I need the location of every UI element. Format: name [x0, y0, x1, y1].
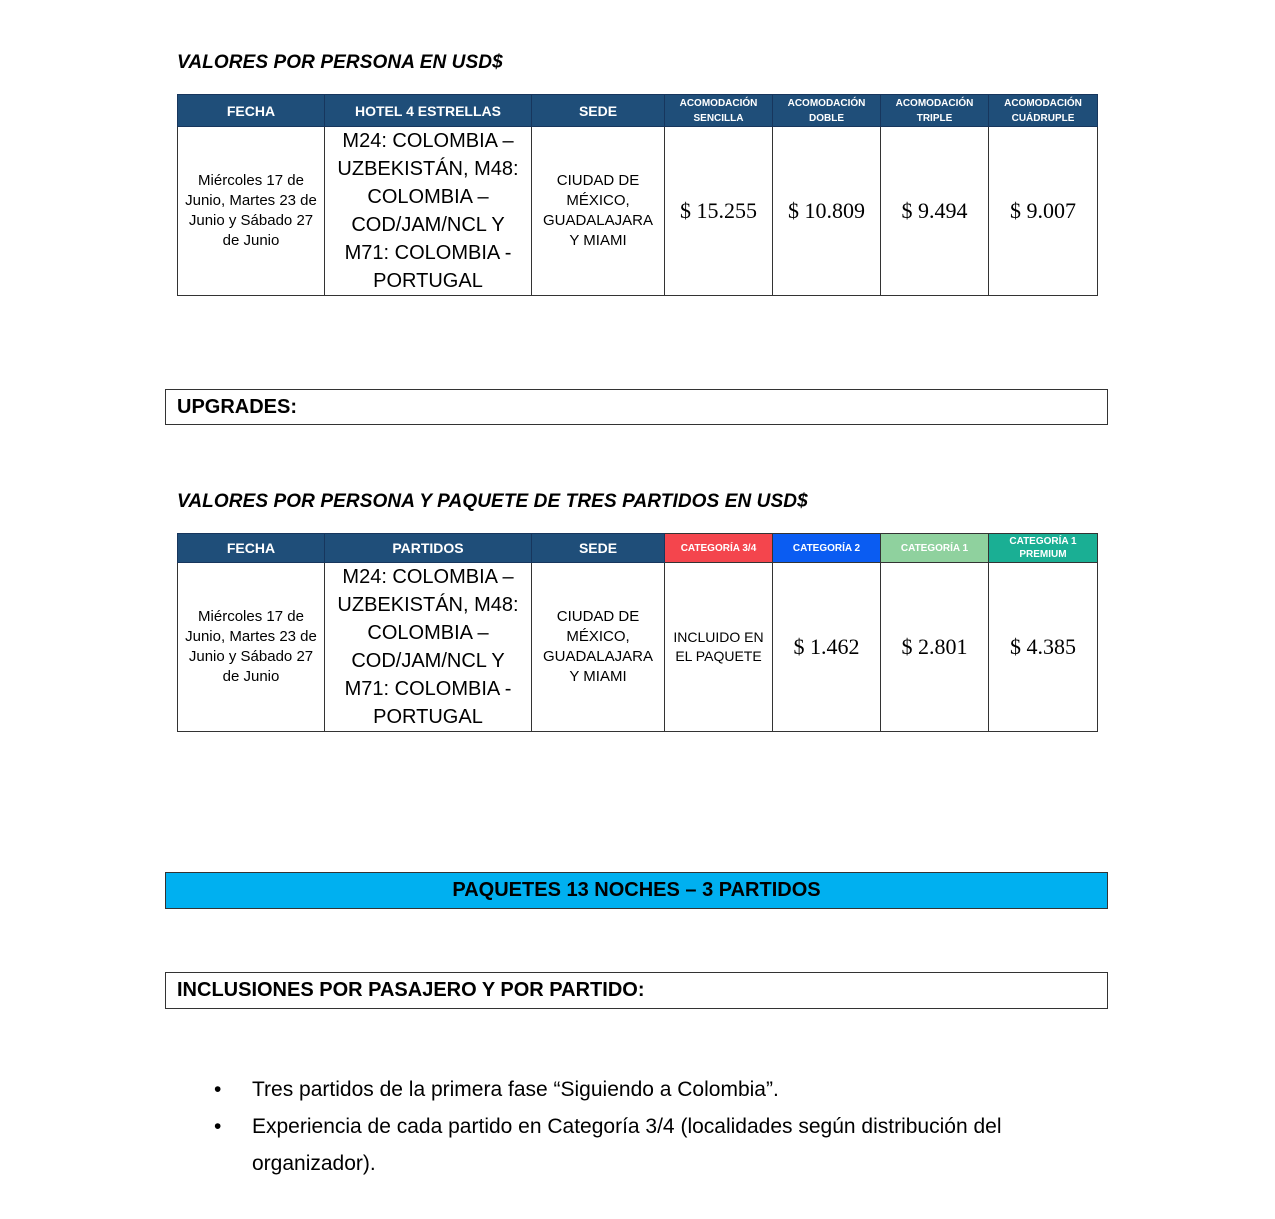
- header-triple: ACOMODACIÓN TRIPLE: [881, 95, 989, 127]
- table-row: [178, 563, 1098, 732]
- cell-sede: CIUDAD DE MÉXICO, GUADALAJARA Y MIAMI: [532, 563, 665, 732]
- section1-title: VALORES POR PERSONA EN USD$: [177, 52, 503, 73]
- inclusiones-label: INCLUSIONES POR PASAJERO Y POR PARTIDO:: [177, 979, 645, 1001]
- header-sencilla: ACOMODACIÓN SENCILLA: [665, 95, 773, 127]
- price-categoria-1: $ 2.801: [881, 563, 989, 732]
- list-item: [210, 1071, 1110, 1108]
- header-hotel: HOTEL 4 ESTRELLAS: [325, 95, 532, 127]
- packages-banner-title: PAQUETES 13 NOCHES – 3 PARTIDOS: [452, 879, 821, 901]
- list-item-text: Tres partidos de la primera fase “Siguiendo a Colombia”.: [252, 1078, 779, 1101]
- price-doble: $ 10.809: [773, 127, 881, 296]
- cell-partidos: M24: COLOMBIA – UZBEKISTÁN, M48: COLOMBIA – COD/JAM/NCL Y M71: COLOMBIA - PORTUGAL: [325, 563, 532, 732]
- cell-sede: CIUDAD DE MÉXICO, GUADALAJARA Y MIAMI: [532, 127, 665, 296]
- price-categoria-1-premium: $ 4.385: [989, 563, 1098, 732]
- header-cuadruple: ACOMODACIÓN CUÁDRUPLE: [989, 95, 1098, 127]
- header-categoria-1-premium: CATEGORÍA 1 PREMIUM: [989, 534, 1098, 563]
- table-header-row: [178, 534, 1098, 563]
- header-fecha: FECHA: [178, 534, 325, 563]
- list-item: [210, 1108, 1110, 1182]
- header-sede: SEDE: [532, 534, 665, 563]
- header-sede: SEDE: [532, 95, 665, 127]
- header-categoria-3-4: CATEGORÍA 3/4: [665, 534, 773, 563]
- price-table-categories: [177, 533, 1098, 732]
- table-header-row: [178, 95, 1098, 127]
- list-item-text: Experiencia de cada partido en Categoría 3/4 (localidades según distribución del organizador).: [252, 1115, 1002, 1175]
- bullet-icon: •: [214, 1115, 222, 1138]
- table-row: [178, 127, 1098, 296]
- price-categoria-2: $ 1.462: [773, 563, 881, 732]
- price-cuadruple: $ 9.007: [989, 127, 1098, 296]
- price-sencilla: $ 15.255: [665, 127, 773, 296]
- price-table-accommodation: [177, 94, 1098, 296]
- inclusiones-list: [210, 1071, 1110, 1182]
- header-fecha: FECHA: [178, 95, 325, 127]
- upgrades-box: [165, 389, 1108, 425]
- section2-title: VALORES POR PERSONA Y PAQUETE DE TRES PARTIDOS EN USD$: [177, 491, 808, 512]
- packages-banner: [165, 872, 1108, 909]
- inclusiones-box: [165, 972, 1108, 1009]
- header-doble: ACOMODACIÓN DOBLE: [773, 95, 881, 127]
- cell-incluido: INCLUIDO EN EL PAQUETE: [665, 563, 773, 732]
- cell-fecha: Miércoles 17 de Junio, Martes 23 de Junio y Sábado 27 de Junio: [178, 563, 325, 732]
- price-triple: $ 9.494: [881, 127, 989, 296]
- header-partidos: PARTIDOS: [325, 534, 532, 563]
- cell-fecha: Miércoles 17 de Junio, Martes 23 de Junio y Sábado 27 de Junio: [178, 127, 325, 296]
- header-categoria-1: CATEGORÍA 1: [881, 534, 989, 563]
- bullet-icon: •: [214, 1078, 222, 1101]
- header-categoria-2: CATEGORÍA 2: [773, 534, 881, 563]
- upgrades-label: UPGRADES:: [177, 396, 298, 418]
- cell-partidos: M24: COLOMBIA – UZBEKISTÁN, M48: COLOMBIA – COD/JAM/NCL Y M71: COLOMBIA - PORTUGAL: [325, 127, 532, 296]
